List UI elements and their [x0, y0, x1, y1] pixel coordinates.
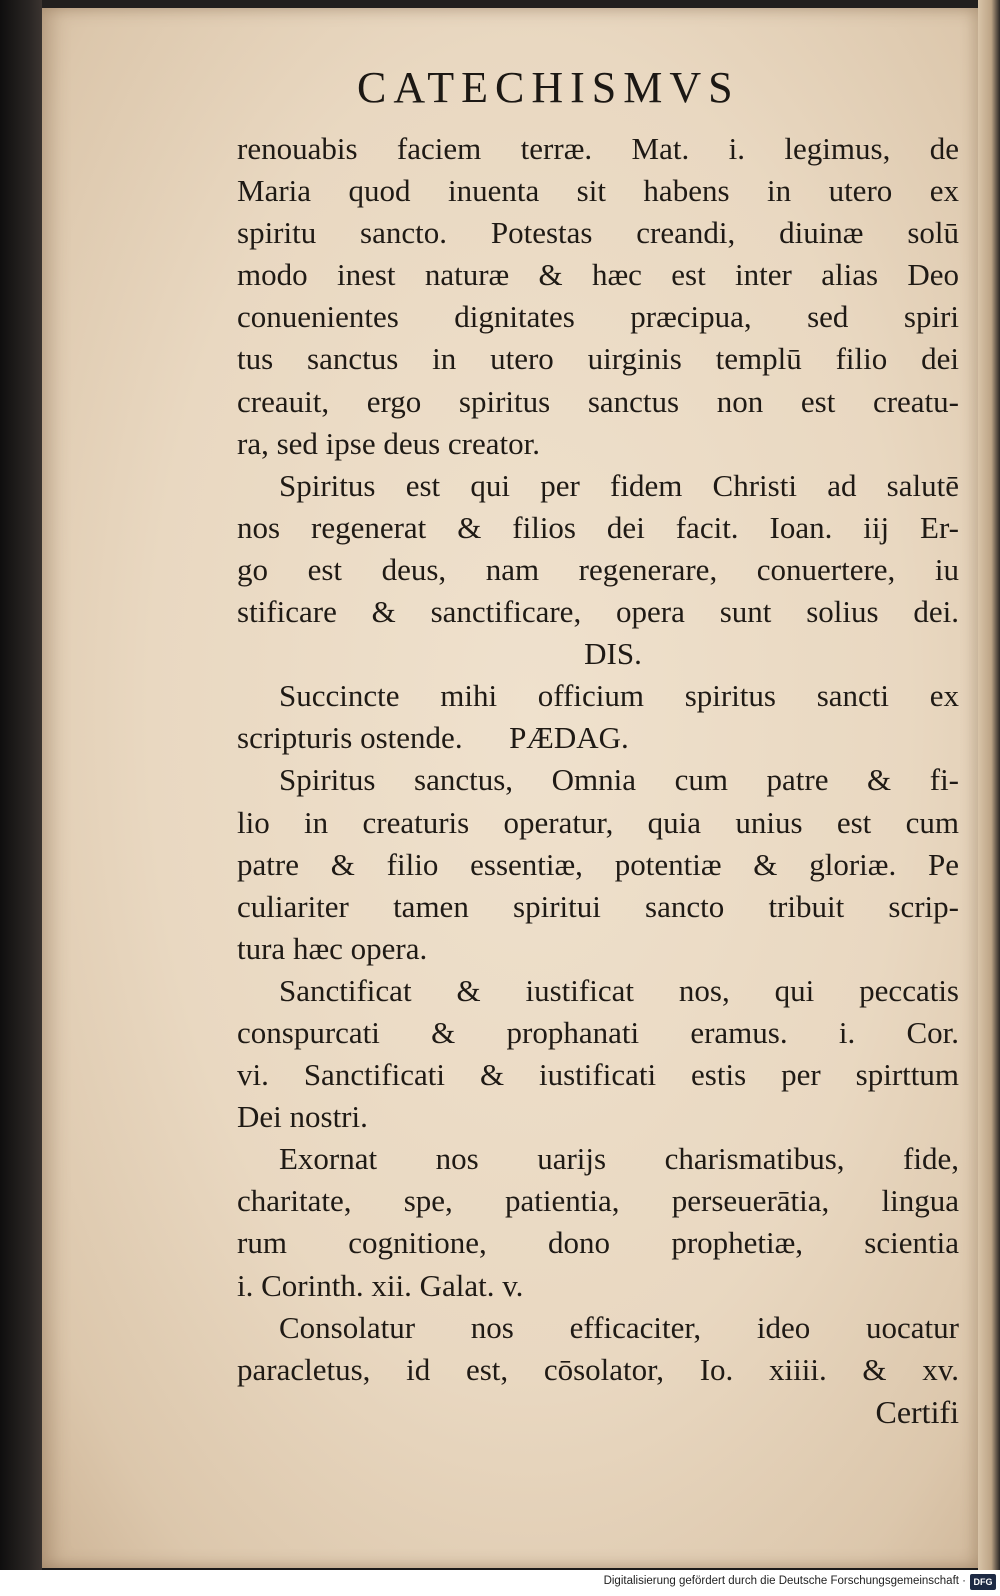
text-line: Succincte mihi officium spiritus sancti ex	[279, 678, 959, 714]
speaker-label: DIS.	[584, 636, 642, 672]
text-line: charitate, spe, patientia, perseuerātia, lingua	[237, 1183, 959, 1219]
text-line: rum cognitione, dono prophetiæ, scientia	[237, 1225, 959, 1261]
text-line: patre & filio essentiæ, potentiæ & gloriæ. Pe	[237, 846, 959, 882]
text-line: conspurcati & prophanati eramus. i. Cor.	[237, 1014, 959, 1050]
digitization-credit: Digitalisierung gefördert durch die Deutsche Forschungsgemeinschaft ·	[603, 1575, 966, 1587]
text-line: renouabis faciem terræ. Mat. i. legimus, de	[237, 131, 959, 166]
text-line: Sanctificat & iustificat nos, qui peccatis	[279, 972, 959, 1008]
dfg-logo: DFG	[970, 1574, 996, 1590]
text-line: conuenientes dignitates præcipua, sed spiri	[237, 299, 959, 335]
running-head: CATECHISMVS	[357, 63, 740, 112]
text-line: i. Corinth. xii. Galat. v.	[237, 1267, 524, 1303]
text-line: spiritu sancto. Potestas creandi, diuinæ solū	[237, 215, 959, 251]
text-line: stificare & sanctificare, opera sunt solius dei.	[237, 594, 959, 630]
text-line: tus sanctus in utero uirginis templū filio dei	[237, 341, 959, 377]
text-line: ra, sed ipse deus creator.	[237, 425, 540, 461]
text-line: creauit, ergo spiritus sanctus non est creatu-	[237, 383, 959, 419]
text-line: Dei nostri.	[237, 1099, 368, 1135]
text-line: Exornat nos uarijs charismatibus, fide,	[279, 1141, 959, 1177]
catchword: Certifi	[875, 1393, 959, 1430]
page-text	[237, 128, 959, 1433]
text-line: nos regenerat & filios dei facit. Ioan. iij Er-	[237, 509, 959, 545]
text-line: paracletus, id est, cōsolator, Io. xiiii. & xv.	[237, 1351, 959, 1387]
text-line: Spiritus est qui per fidem Christi ad salutē	[279, 467, 959, 503]
text-line: lio in creaturis operatur, quia unius est cum	[237, 804, 959, 840]
text-line: go est deus, nam regenerare, conuertere, iu	[237, 551, 959, 587]
text-line: Maria quod inuenta sit habens in utero ex	[237, 173, 959, 209]
text-line: Spiritus sanctus, Omnia cum patre & fi-	[279, 762, 959, 798]
text-line: vi. Sanctificati & iustificati estis per spirttum	[237, 1057, 959, 1093]
text-line: Consolatur nos efficaciter, ideo uocatur	[279, 1309, 959, 1345]
text-line: tura hæc opera.	[237, 930, 428, 966]
text-line: culiariter tamen spiritui sancto tribuit scrip-	[237, 888, 959, 924]
text-line: scripturis ostende. PÆDAG.	[237, 720, 629, 756]
page-fore-edge	[978, 0, 1000, 1570]
text-line: modo inest naturæ & hæc est inter alias Deo	[237, 257, 959, 293]
book-spine-edge	[0, 0, 42, 1570]
